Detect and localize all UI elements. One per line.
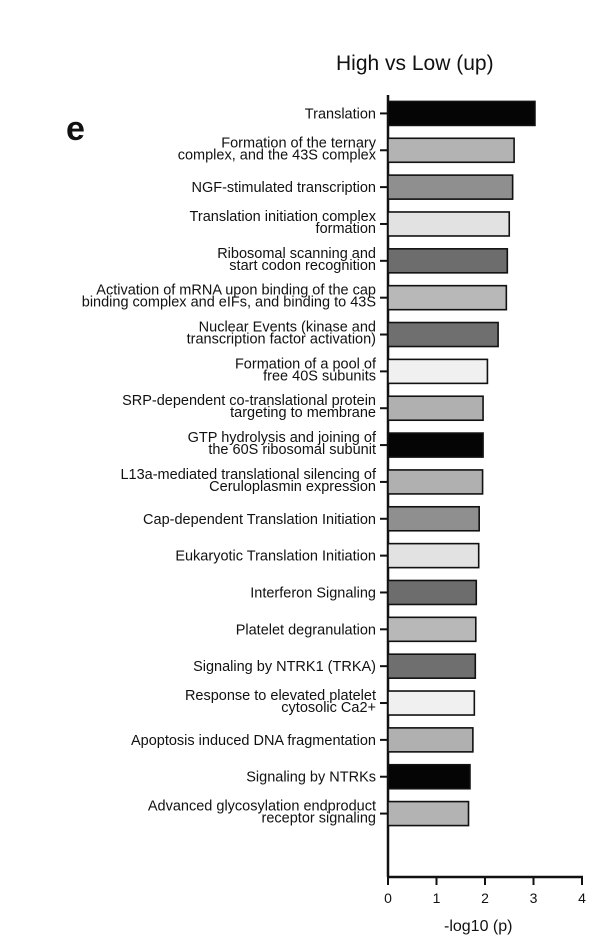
category-label: Translation [304,106,376,123]
bar [388,175,513,199]
category-label: Platelet degranulation [235,622,376,639]
bar [388,765,470,789]
bar [388,470,483,494]
bar [388,654,475,678]
x-axis-label: -log10 (p) [444,918,513,935]
bar [388,286,506,310]
category-label: Translation initiation complex formation [189,208,376,237]
category-label: Apoptosis induced DNA fragmentation [130,732,376,749]
bar [388,101,535,125]
bar [388,433,483,457]
category-label: Signaling by NTRK1 (TRKA) [193,659,376,676]
category-label: Ribosomal scanning and start codon recognition [217,245,376,274]
bar [388,138,514,162]
x-tick-label: 0 [384,890,392,906]
category-label: Cap-dependent Translation Initiation [143,511,376,528]
category-label: Advanced glycosylation endproduct receptor signaling [147,798,376,827]
bar [388,617,476,641]
category-label: Activation of mRNA upon binding of the cap binding complex and eIFs, and binding to 43S [81,282,376,311]
bar [388,359,487,383]
bar [388,212,509,236]
category-label: Interferon Signaling [250,585,376,602]
chart-title: High vs Low (up) [336,52,494,75]
category-label: Response to elevated platelet cytosolic Ca2+ [184,688,376,717]
category-label: SRP-dependent co-translational protein targeting to membrane [122,393,376,422]
bar [388,728,473,752]
bar [388,249,507,273]
bar [388,507,479,531]
bar [388,691,474,715]
category-label: Signaling by NTRKs [246,769,376,786]
category-label: NGF-stimulated transcription [191,180,376,197]
bar [388,802,469,826]
panel-label: e [66,110,85,148]
x-tick-label: 2 [481,890,489,906]
bar [388,544,479,568]
category-label: Nuclear Events (kinase and transcription factor activation) [186,319,376,348]
category-label: Formation of the ternary complex, and the 43S complex [177,135,376,164]
category-label: Eukaryotic Translation Initiation [175,548,376,565]
category-label: Formation of a pool of free 40S subunits [234,356,376,385]
bar [388,396,483,420]
category-label: GTP hydrolysis and joining of the 60S ribosomal subunit [187,430,376,459]
x-tick-label: 4 [578,890,586,906]
category-label: L13a-mediated translational silencing of Ceruloplasmin expression [120,466,376,495]
x-tick-label: 1 [432,890,441,906]
bar [388,580,476,604]
x-tick-label: 3 [529,890,538,906]
bar [388,323,498,347]
